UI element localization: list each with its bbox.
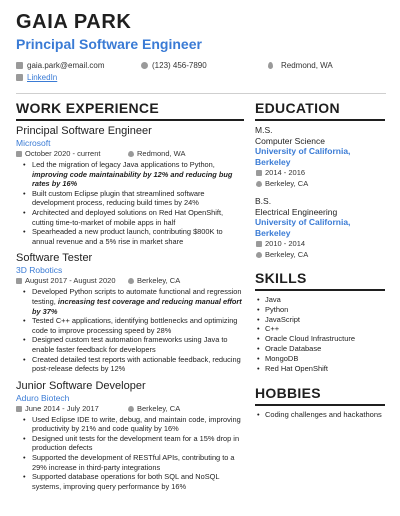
section-title-skills: SKILLS xyxy=(255,270,307,286)
job-dates xyxy=(16,276,128,286)
job-bullet: • Created detailed test reports with actionable feedback, reducing post-release defects by 12% xyxy=(16,355,244,374)
job-bullet: • Supported the development of RESTful APIs, contributing to a 29% increase in third-party integrations xyxy=(16,453,244,472)
job-bullet: • Developed Python scripts to automate functional and regression testing, increasing test coverage and reducing manual effort by 37% xyxy=(16,287,244,316)
candidate-name: GAIA PARK xyxy=(16,11,132,33)
job-meta xyxy=(16,149,244,159)
job-location-text: Berkeley, CA xyxy=(137,276,181,286)
education-location-text: Berkeley, CA xyxy=(265,179,309,188)
linkedin-icon xyxy=(16,74,23,81)
company-name: 3D Robotics xyxy=(16,265,63,276)
email-icon xyxy=(16,62,23,69)
job-bullet: • Tested C++ applications, identifying bottlenecks and optimizing code to improve processing speed by 28% xyxy=(16,316,244,335)
left-column xyxy=(16,100,244,497)
degree: M.S. xyxy=(255,125,273,135)
candidate-title: Principal Software Engineer xyxy=(16,36,202,52)
section-underline xyxy=(255,404,385,406)
skill-item: • MongoDB xyxy=(255,354,385,364)
job-location xyxy=(128,149,186,159)
calendar-icon xyxy=(16,406,22,412)
contact-location xyxy=(268,61,333,70)
company-name: Aduro Biotech xyxy=(16,392,70,403)
header-divider xyxy=(16,93,386,94)
job-bullet: • Spearheaded a new product launch, contributing $800K to annual revenue and a 5% rise in market share xyxy=(16,227,244,246)
job-dates xyxy=(16,149,128,159)
education-list xyxy=(255,125,385,260)
education-dates-text: 2010 - 2014 xyxy=(265,239,306,248)
calendar-icon xyxy=(256,241,262,247)
school-name: University of California, Berkeley xyxy=(255,217,351,238)
job-bullet: • Supported database operations for both SQL and NoSQL systems, improving query performance by 16% xyxy=(16,472,244,491)
bullet-highlight: improving code maintainability by 12% and reducing bug rates by 16% xyxy=(32,169,233,189)
job-location xyxy=(128,276,180,286)
job-bullet: • Designed custom test automation frameworks using Java to enable faster feedback for developers xyxy=(16,335,244,354)
job-bullets xyxy=(16,415,244,492)
location-pin-icon xyxy=(268,62,273,69)
job-title: Principal Software Engineer xyxy=(16,125,152,137)
location-pin-icon xyxy=(128,406,134,412)
hobby-item: • Coding challenges and hackathons xyxy=(255,410,385,420)
skill-item: • JavaScript xyxy=(255,315,385,325)
job-bullet: • Built custom Eclipse plugin that streamlined software development process, reducing build times by 24% xyxy=(16,189,244,208)
contact-phone xyxy=(141,61,207,70)
location-pin-icon xyxy=(128,278,134,284)
contact-linkedin xyxy=(16,73,57,82)
resume-header xyxy=(16,10,386,53)
skill-item: • Oracle Database xyxy=(255,344,385,354)
section-underline xyxy=(255,289,385,291)
education-entry xyxy=(255,125,385,189)
field-of-study: Computer Science xyxy=(255,135,325,146)
section-title-education: EDUCATION xyxy=(255,100,340,116)
job-dates-text: August 2017 - August 2020 xyxy=(25,276,116,286)
job-entry xyxy=(16,252,244,373)
education-dates xyxy=(255,238,385,249)
job-location-text: Berkeley, CA xyxy=(137,403,181,413)
job-bullets xyxy=(16,287,244,373)
jobs-list xyxy=(16,125,244,491)
phone-icon xyxy=(141,62,148,69)
degree: B.S. xyxy=(255,196,272,206)
education-dates xyxy=(255,167,385,178)
section-underline xyxy=(16,119,244,121)
skill-item: • Oracle Cloud Infrastructure xyxy=(255,334,385,344)
education-location xyxy=(255,178,385,189)
calendar-icon xyxy=(256,170,262,176)
job-bullet: • Designed unit tests for the development team for a 15% drop in production defects xyxy=(16,434,244,453)
job-dates-text: June 2014 - July 2017 xyxy=(25,403,99,413)
education-location-text: Berkeley, CA xyxy=(265,250,309,259)
company-name: Microsoft xyxy=(16,138,51,148)
job-bullet: • Led the migration of legacy Java applications to Python, improving code maintainability by 12% and reducing bug rates by 16% xyxy=(16,160,244,189)
contact-row xyxy=(16,61,386,73)
contact-email xyxy=(16,61,104,70)
location-pin-icon xyxy=(128,151,134,157)
job-bullet: • Architected and deployed solutions on Red Hat OpenShift, cutting time-to-market of mobile apps in half xyxy=(16,208,244,227)
linkedin-link[interactable]: LinkedIn xyxy=(27,73,58,82)
email-text: gaia.park@email.com xyxy=(27,61,105,70)
school-name: University of California, Berkeley xyxy=(255,146,351,167)
job-title: Junior Software Developer xyxy=(16,379,146,392)
field-of-study: Electrical Engineering xyxy=(255,206,338,217)
education-location xyxy=(255,249,385,260)
job-location xyxy=(128,404,180,414)
job-meta xyxy=(16,276,244,286)
education-entry xyxy=(255,196,385,260)
job-bullet: • Used Eclipse IDE to write, debug, and maintain code, improving productivity by 21% and code quality by 16% xyxy=(16,415,244,434)
job-bullets xyxy=(16,160,244,246)
right-column xyxy=(255,100,385,420)
skill-item: • C++ xyxy=(255,324,385,334)
education-dates-text: 2014 - 2016 xyxy=(265,168,306,177)
job-entry xyxy=(16,380,244,492)
job-entry xyxy=(16,125,244,246)
job-meta xyxy=(16,404,244,414)
job-dates-text: October 2020 - current xyxy=(25,149,101,158)
skill-item: • Java xyxy=(255,295,385,305)
skill-item: • Python xyxy=(255,305,385,315)
job-title: Software Tester xyxy=(16,252,93,265)
section-title-experience: WORK EXPERIENCE xyxy=(16,100,159,116)
skills-list xyxy=(255,295,385,373)
location-text: Redmond, WA xyxy=(281,61,333,70)
hobbies-list xyxy=(255,410,385,420)
job-location-text: Redmond, WA xyxy=(137,149,186,158)
skill-item: • Red Hat OpenShift xyxy=(255,364,385,374)
location-pin-icon xyxy=(256,252,262,258)
calendar-icon xyxy=(16,151,22,157)
section-title-hobbies: HOBBIES xyxy=(255,385,321,402)
phone-text: (123) 456-7890 xyxy=(152,61,207,70)
location-pin-icon xyxy=(256,181,262,187)
section-underline xyxy=(255,119,385,121)
bullet-highlight: increasing test coverage and reducing manual effort by 37% xyxy=(32,296,242,316)
job-dates xyxy=(16,404,128,414)
calendar-icon xyxy=(16,278,22,284)
